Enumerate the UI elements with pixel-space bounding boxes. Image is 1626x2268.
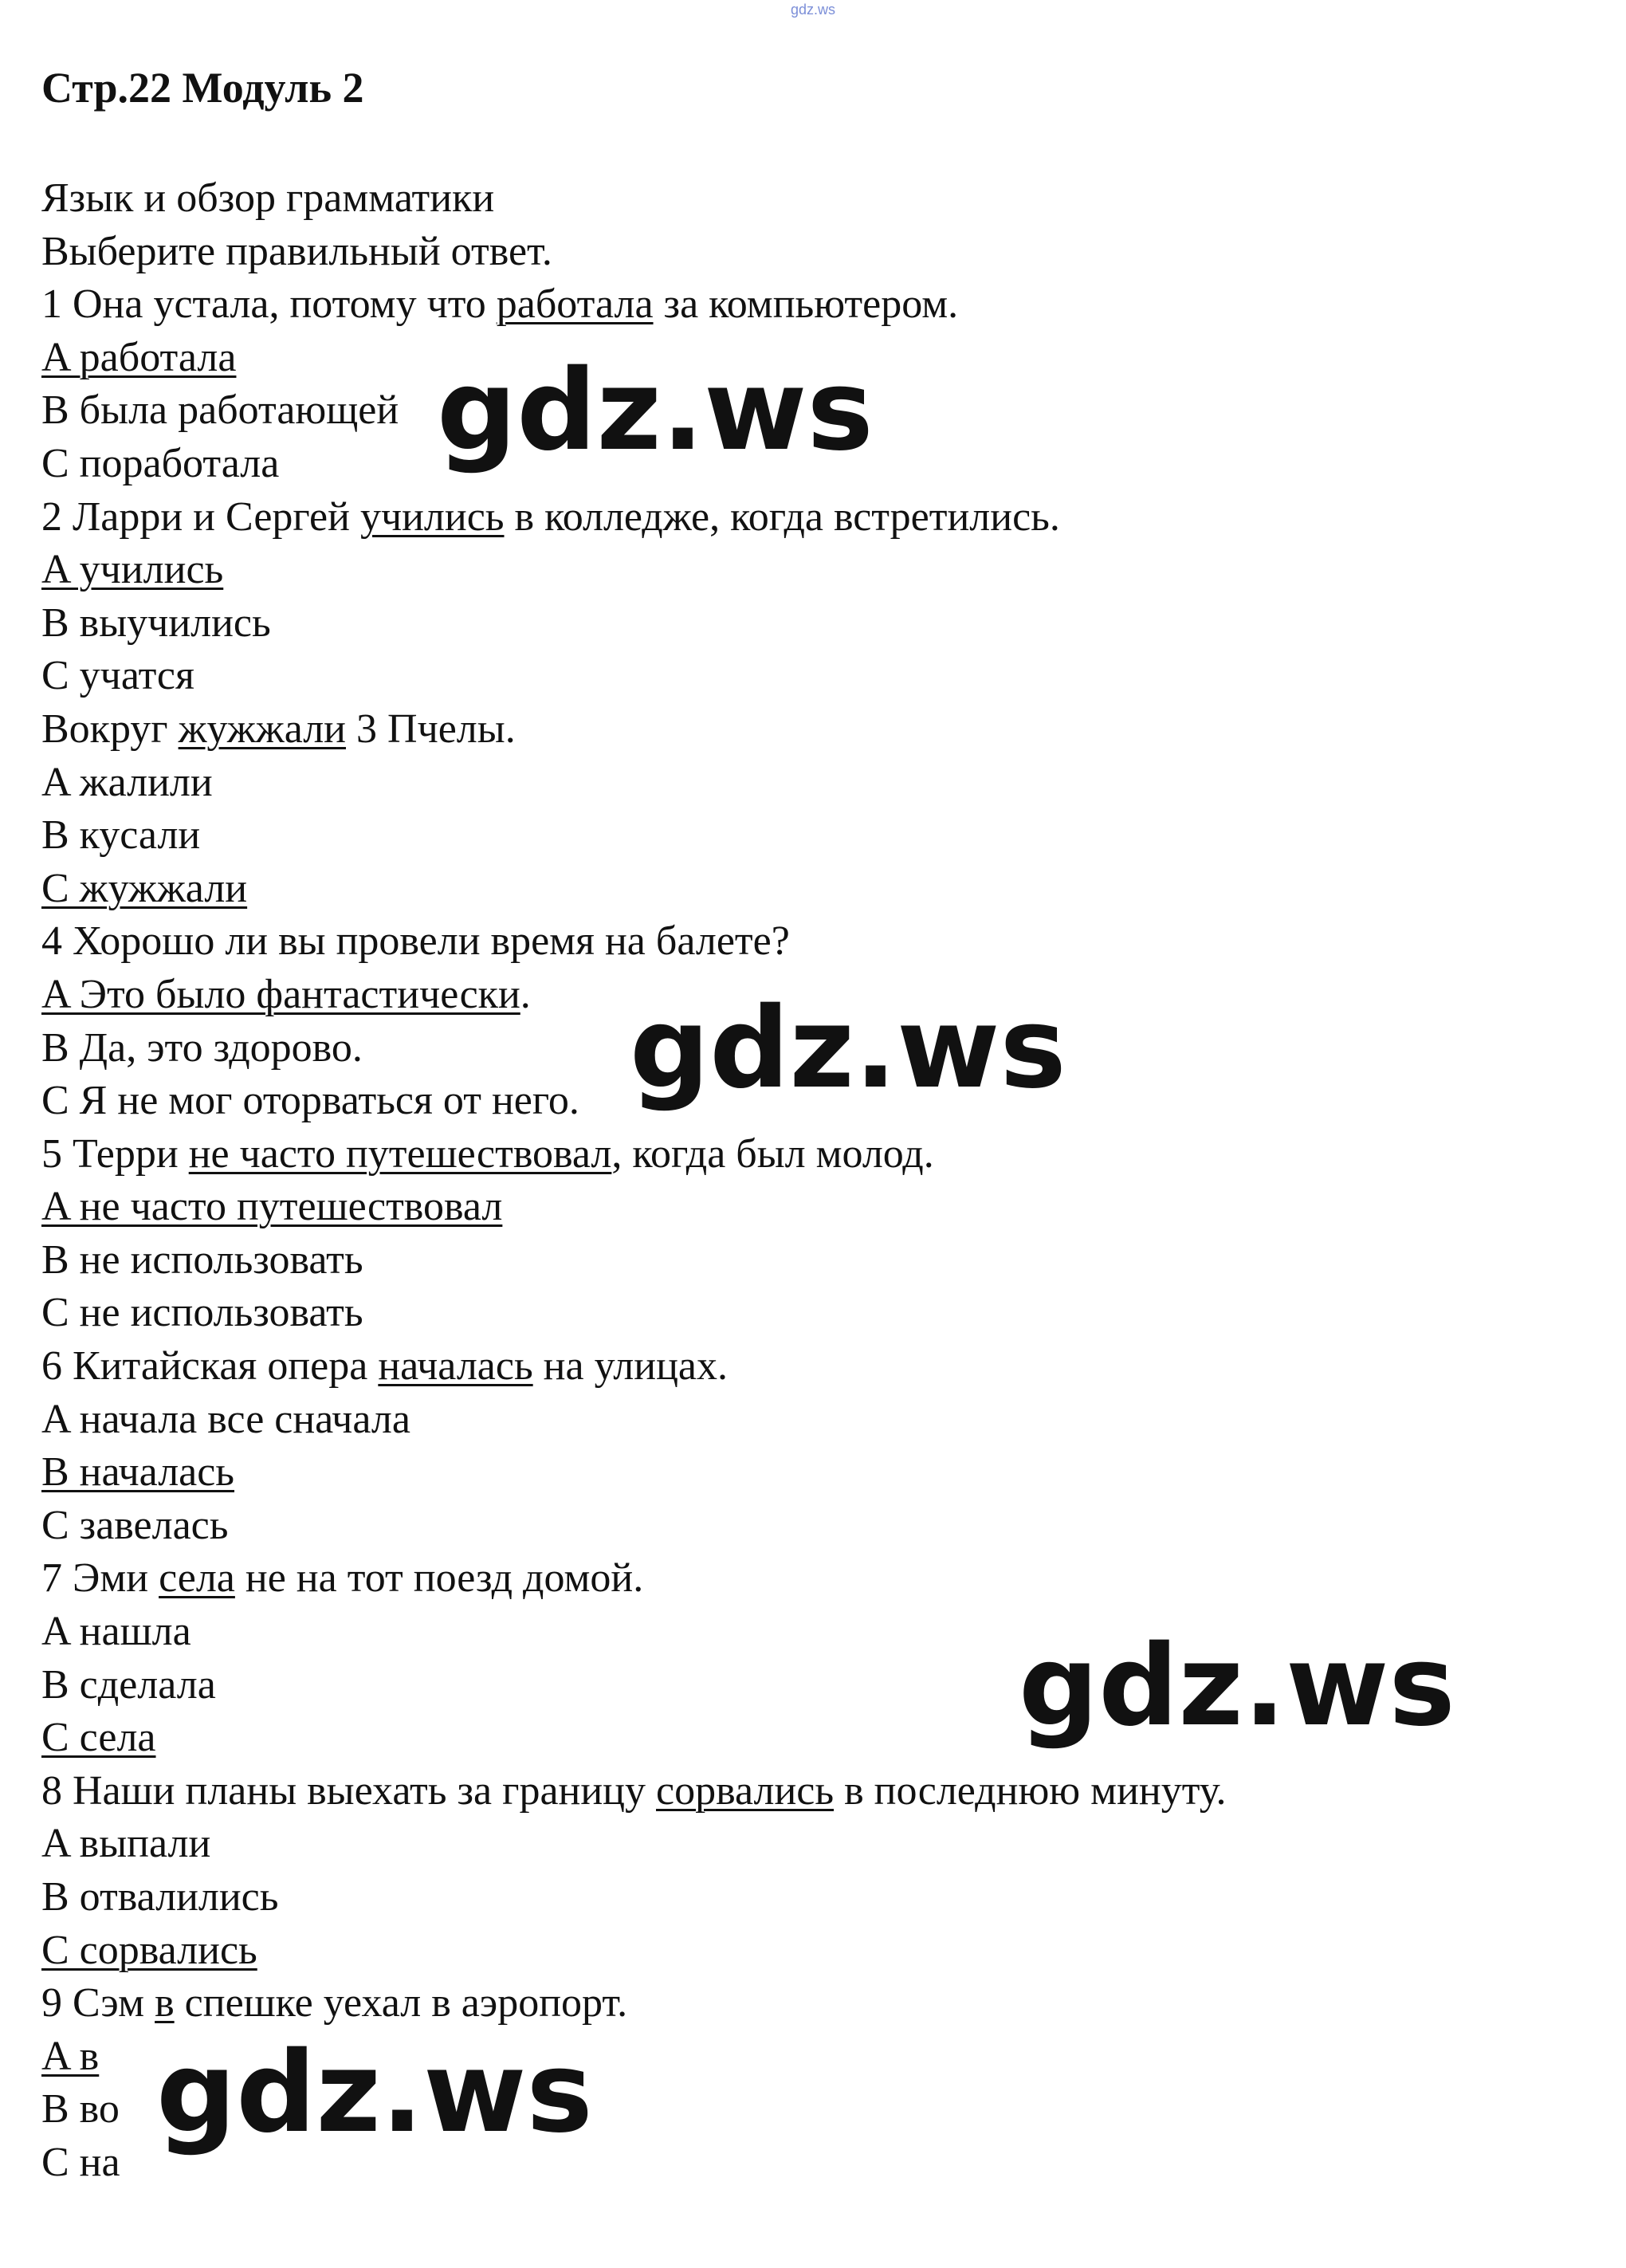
underlined-answer: C жужжали xyxy=(41,865,248,911)
text-line xyxy=(41,1181,1556,1234)
page-title: Стр.22 Модуль 2 xyxy=(41,64,364,112)
text-line xyxy=(41,278,1556,332)
underlined-answer: сорвались xyxy=(656,1767,835,1814)
text-line xyxy=(41,1128,1556,1181)
text-line xyxy=(41,491,1556,544)
text-line xyxy=(41,757,1556,810)
text-segment: 2 Ларри и Сергей xyxy=(41,493,360,540)
text-segment: A начала все сначала xyxy=(41,1396,410,1442)
text-line xyxy=(41,1818,1556,1871)
text-line xyxy=(41,226,1556,279)
text-line xyxy=(41,1446,1556,1500)
header-watermark: gdz.ws xyxy=(790,2,836,18)
watermark-logo: gdz.ws xyxy=(630,984,1066,1114)
text-line xyxy=(41,703,1556,757)
text-line xyxy=(41,809,1556,863)
watermark-logo: gdz.ws xyxy=(156,2028,593,2158)
text-segment: B во xyxy=(41,2086,120,2132)
text-segment: 7 Эми xyxy=(41,1555,159,1602)
text-segment: C поработала xyxy=(41,440,280,486)
text-segment: на улицах. xyxy=(532,1343,728,1389)
text-segment: B отвалились xyxy=(41,1874,279,1920)
text-segment: 9 Сэм xyxy=(41,1980,155,2026)
text-line xyxy=(41,1393,1556,1447)
text-line xyxy=(41,1287,1556,1340)
watermark-logo: gdz.ws xyxy=(1019,1621,1455,1751)
underlined-answer: C села xyxy=(41,1715,156,1761)
text-segment: 5 Терри xyxy=(41,1130,189,1177)
underlined-answer: учились xyxy=(359,493,505,540)
text-segment: в колледже, когда встретились. xyxy=(504,493,1060,540)
text-segment: B выучились xyxy=(41,599,271,646)
underlined-answer: началась xyxy=(378,1343,533,1389)
underlined-answer: жужжали xyxy=(178,706,347,752)
text-segment: B Да, это здорово. xyxy=(41,1024,363,1071)
text-segment: B кусали xyxy=(41,812,201,859)
text-segment: спешке уехал в аэропорт. xyxy=(174,1980,628,2026)
underlined-answer: A в xyxy=(41,2033,100,2079)
text-line xyxy=(41,1340,1556,1393)
text-segment: A жалили xyxy=(41,759,213,805)
text-segment: не на тот поезд домой. xyxy=(234,1555,644,1602)
text-segment: C на xyxy=(41,2139,120,2185)
text-segment: Вокруг xyxy=(41,706,179,752)
underlined-answer: в xyxy=(155,1980,175,2026)
text-segment: 8 Наши планы выехать за границу xyxy=(41,1767,657,1814)
text-line xyxy=(41,1871,1556,1924)
underlined-answer: A Это было фантастически xyxy=(41,971,520,1017)
text-segment: C учатся xyxy=(41,653,194,699)
text-line xyxy=(41,1924,1556,1978)
text-line xyxy=(41,1234,1556,1287)
underlined-answer: A работала xyxy=(41,334,237,380)
text-segment: A выпали xyxy=(41,1821,211,1867)
text-line xyxy=(41,1765,1556,1818)
text-line xyxy=(41,1977,1556,2030)
text-segment: в последнюю минуту. xyxy=(834,1767,1227,1814)
text-segment: Язык и обзор грамматики xyxy=(41,175,495,221)
text-segment: . xyxy=(520,971,531,1017)
underlined-answer: A учились xyxy=(41,547,224,593)
text-line xyxy=(41,172,1556,226)
watermark-logo: gdz.ws xyxy=(437,346,874,476)
text-segment: Выберите правильный ответ. xyxy=(41,228,552,274)
text-segment: A нашла xyxy=(41,1609,191,1655)
text-segment: , когда был молод. xyxy=(611,1130,934,1177)
text-line xyxy=(41,650,1556,703)
text-line xyxy=(41,863,1556,916)
text-segment: C Я не мог оторваться от него. xyxy=(41,1078,579,1124)
text-segment: B была работающей xyxy=(41,387,399,434)
text-segment: 3 Пчелы. xyxy=(346,706,516,752)
text-segment: C завелась xyxy=(41,1502,229,1548)
text-line xyxy=(41,544,1556,597)
text-segment: 4 Хорошо ли вы провели время на балете? xyxy=(41,918,790,965)
text-line xyxy=(41,1552,1556,1606)
text-segment: B сделала xyxy=(41,1661,216,1708)
underlined-answer: не часто путешествовал xyxy=(188,1130,612,1177)
text-line xyxy=(41,915,1556,969)
text-segment: C не использовать xyxy=(41,1290,363,1336)
text-segment: 6 Китайская опера xyxy=(41,1343,379,1389)
underlined-answer: C сорвались xyxy=(41,1927,257,1973)
text-segment: за компьютером. xyxy=(653,281,959,328)
text-line xyxy=(41,1500,1556,1553)
underlined-answer: села xyxy=(159,1555,235,1602)
underlined-answer: A не часто путешествовал xyxy=(41,1184,503,1230)
underlined-answer: B началась xyxy=(41,1449,235,1496)
underlined-answer: работала xyxy=(496,281,654,328)
text-segment: 1 Она устала, потому что xyxy=(41,281,497,328)
text-segment: B не использовать xyxy=(41,1236,363,1283)
text-line xyxy=(41,597,1556,651)
